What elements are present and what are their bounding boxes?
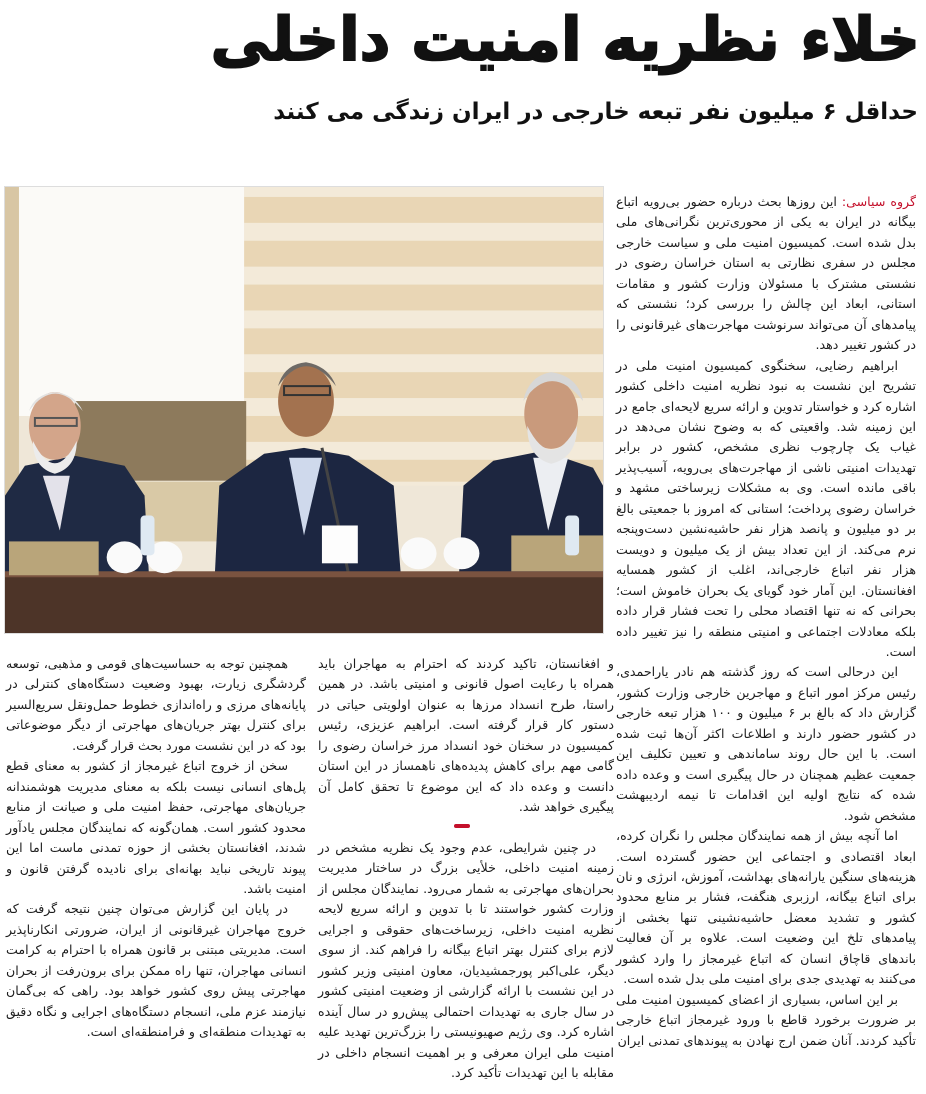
paragraph: این درحالی است که روز گذشته هم نادر یاراحمدی، رئیس مرکز امور اتباع و مهاجرین خارجی وزارت کشور، گزارش داد که بالغ بر ۶ میلیون و ۱۰۰ هزار تبعه خارجی در کشور حضور دارند و اطلاعات اکثر آن‌ها ثبت شده است. با این حال روند ساماندهی و تعیین تکلیف این جمعیت عظیم همچنان در حال پیگیری است و وعده داده شده که نتایج اولیه این اقدامات تا نیمه اردیبهشت مشخص شود. [616, 664, 916, 823]
article-column-left [6, 654, 306, 1043]
paragraph: در پایان این گزارش می‌توان چنین نتیجه گرفت که خروج مهاجران غیرقانونی از ایران، ضرورتی انکارناپذیر است. مدیریتی مبتنی بر قانون همراه با احترام به کرامت انسانی مهاجران، تنها راه ممکن برای برون‌رفت از بحران مهاجرتی پیش روی کشور خواهد بود. راهی که بی‌گمان نیازمند عزم ملی، انسجام دستگاه‌های اجرایی و نگاه دقیق به تهدیدات منطقه‌ای و فرامنطقه‌ای است. [6, 901, 306, 1040]
article-headline: خلاء نظریه امنیت داخلی [210, 5, 920, 75]
meeting-photo-illustration [5, 187, 603, 633]
article-column-right [616, 192, 916, 1051]
section-separator [454, 824, 470, 828]
paragraph: ابراهیم رضایی، سخنگوی کمیسیون امنیت ملی در تشریح این نشست به نبود نظریه امنیت داخلی کشور اشاره کرد و خواستار تدوین و ارائه سریع لایحه‌ای جامع در این زمینه شد. واقعیتی که به وضوح نشان می‌دهد در غیاب یک چارچوب نظری مشخص، کشور در برابر تهدیدات امنیتی ناشی از مهاجرت‌های بی‌رویه، آسیب‌پذیر باقی مانده است. وی به مشکلات زیرساختی مشهد و خراسان رضوی پرداخت؛ استانی که امروز با جمعیتی بالغ بر دو میلیون و پانصد هزار نفر حاشیه‌نشین دست‌وپنجه نرم می‌کند. از این تعداد بیش از یک میلیون و دویست هزار نفر اتباع خارجی‌اند، اغلب از کشور همسایه افغانستان. این آمار خود گویای یک بحران خاموش است؛ بحرانی که نه تنها اقتصاد محلی را تحت فشار قرار داده بلکه معادلات اجتماعی و امنیتی منطقه را نیز تغییر داده است. [616, 357, 916, 659]
article-photo [4, 186, 604, 634]
article-subheadline: حداقل ۶ میلیون نفر تبعه خارجی در ایران زندگی می کنند [273, 99, 918, 125]
article-column-middle-lower [318, 838, 614, 1083]
paragraph: همچنین توجه به حساسیت‌های قومی و مذهبی، توسعه گردشگری زیارت، بهبود وضعیت دستگاه‌های کنترلی در پایانه‌های مرزی و راه‌اندازی خطوط حمل‌ونقل سریع‌السیر برای کنترل بهتر جریان‌های مهاجرتی از دیگر موضوعاتی بود که در این نشست مورد بحث قرار گرفت. [6, 656, 306, 753]
article-column-middle [318, 654, 614, 818]
paragraph: و افغانستان، تاکید کردند که احترام به مهاجران باید همراه با رعایت اصول قانونی و امنیتی باشد. در همین راستا، طرح انسداد مرزها به عنوان اولویتی حیاتی در دستور کار قرار گرفته است. ابراهیم عزیزی، رئیس کمیسیون در سخنان خود انسداد مرز خراسان رضوی را گامی مهم برای کاهش پدیده‌های ناهمساز در این استان دانست و وعده داد که این موضوع تا تحقق کامل آن پیگیری خواهد شد. [318, 656, 614, 815]
paragraph: در چنین شرایطی، عدم وجود یک نظریه مشخص در زمینه امنیت داخلی، خلأیی بزرگ در ساختار مدیریت بحران‌های مهاجرتی به شمار می‌رود. نمایندگان مجلس از وزارت کشور خواستند تا با تدوین و ارائه سریع لایحه نظریه امنیت داخلی، زیرساخت‌های حقوقی و اجرایی لازم برای کنترل بهتر اتباع بیگانه را فراهم کند. از سوی دیگر، علی‌اکبر پورجمشیدیان، معاون امنیتی وزیر کشور در این نشست با ارائه گزارشی از وضعیت امنیتی کشور در سال جاری به تهدیدات احتمالی پیش‌رو در سال آینده اشاره کرد. وی رژیم صهیونیستی را بزرگ‌ترین تهدید علیه امنیت ملی ایران معرفی و بر اهمیت انسجام داخلی در مقابله با این تهدیدات تأکید کرد. [318, 840, 614, 1080]
paragraph: بر این اساس، بسیاری از اعضای کمیسیون امنیت ملی بر ضرورت برخورد قاطع با ورود غیرمجاز اتباع خارجی تأکید کردند. آنان ضمن ارج نهادن به پیوندهای تمدنی ایران [616, 991, 916, 1048]
paragraph: اما آنچه بیش از همه نمایندگان مجلس را نگران کرده، ابعاد اقتصادی و اجتماعی این حضور گسترده است. هزینه‌های سنگین یارانه‌های بهداشت، آموزش، انرژی و نان برای اتباع بیگانه، ارزبری هنگفت، فشار بر منابع محدود کشور و تشدید معضل حاشیه‌نشینی تنها بخشی از پیامدهای تلخ این وضعیت است. علاوه بر آن فعالیت باندهای قاچاق انسان که اتباع غیرمجاز را وارد کشور می‌کنند به تهدیدی جدی برای امنیت ملی بدل شده است. [616, 828, 916, 987]
paragraph: سخن از خروج اتباع غیرمجاز از کشور به معنای قطع پل‌های انسانی نیست بلکه به معنای مدیریت هوشمندانه جریان‌های مهاجرتی، حفظ امنیت ملی و صیانت از منابع محدود کشور است. همان‌گونه که نمایندگان مجلس یادآور شدند، افغانستان بخشی از حوزه تمدنی ماست اما این پیوند تاریخی نباید بهانه‌ای برای نادیده گرفتن قانون و امنیت باشد. [6, 758, 306, 896]
paragraph: گروه سیاسی: این روزها بحث درباره حضور بی‌رویه اتباع بیگانه در ایران به یکی از محوری‌ترین نگرانی‌های ملی بدل شده است. کمیسیون امنیت ملی و سیاست خارجی مجلس در سفری نظارتی به استان خراسان رضوی در نشستی مشترک با مسئولان وزارت کشور و مقامات استانی، ابعاد این چالش را بررسی کرد؛ نشستی که پیامدهای آن می‌تواند سرنوشت مهاجرت‌های غیرقانونی را در کشور تغییر دهد. [616, 194, 916, 353]
byline: گروه سیاسی: [841, 194, 916, 209]
